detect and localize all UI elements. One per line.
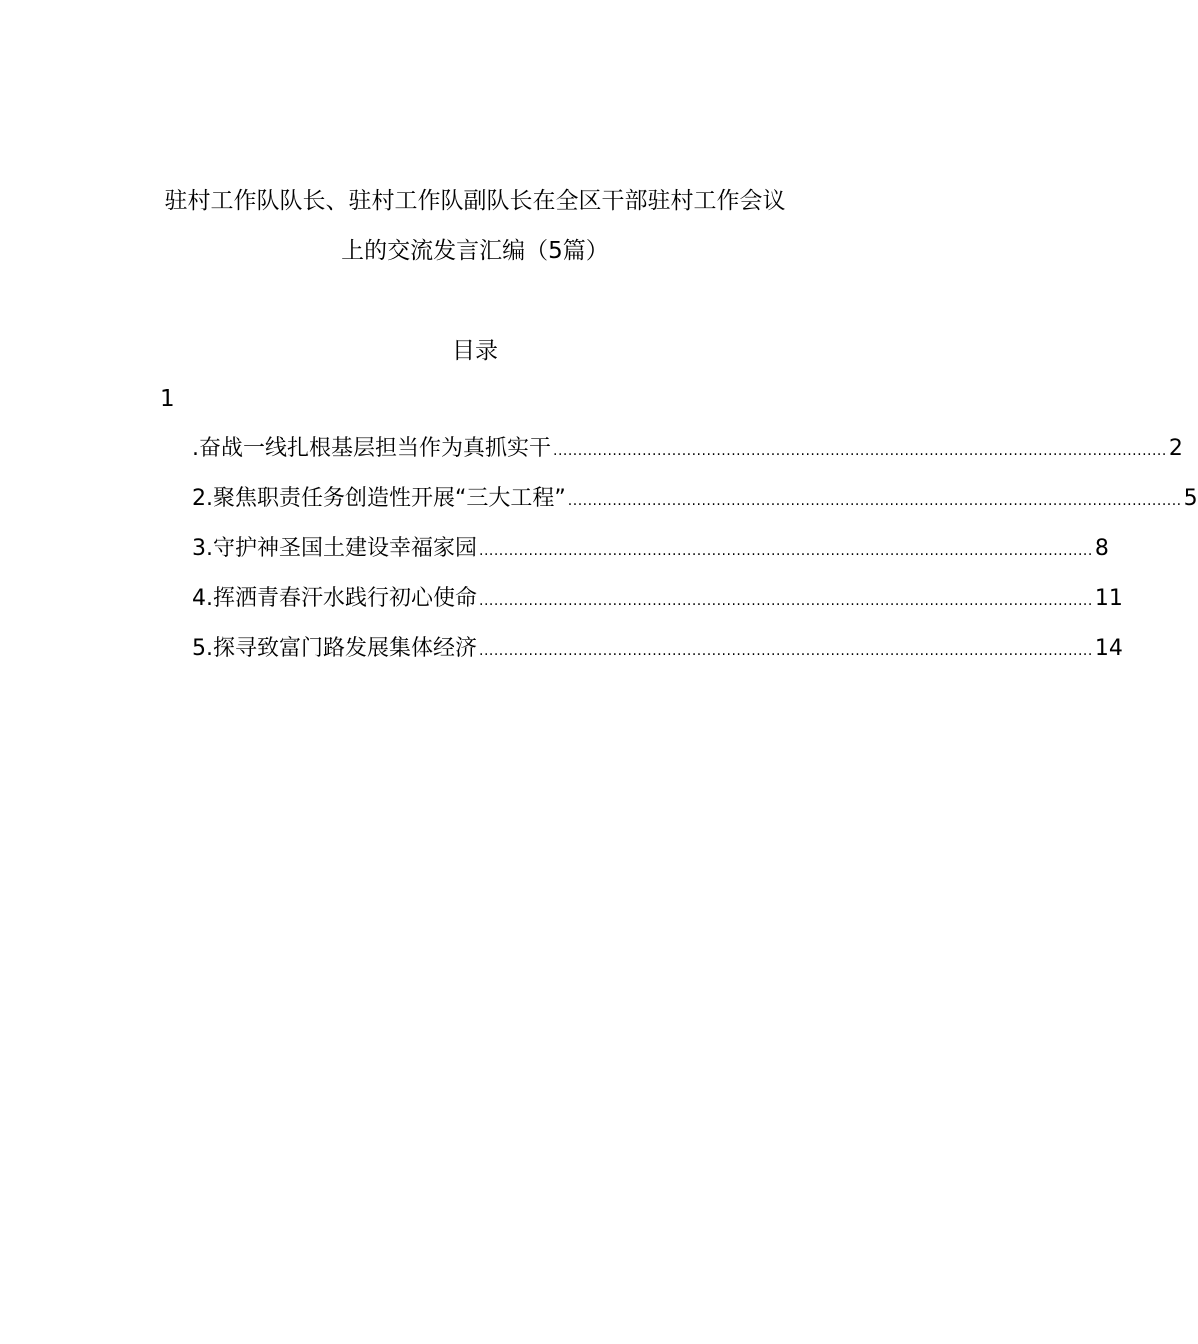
toc-entry[interactable] [192,483,1198,515]
toc-dot-leader: ............................................................................................................................ [479,593,1093,609]
toc-entry-page: 14 [1094,636,1123,661]
toc-dot-leader: ............................................................................................................................ [553,443,1167,459]
toc-entry[interactable] [192,433,1183,465]
toc-entry[interactable] [192,533,1109,565]
toc-entry-text: 5.探寻致富门路发展集体经济 [192,636,477,661]
toc-entry[interactable] [192,583,1123,615]
toc-dot-leader: ............................................................................................................................ [479,643,1093,659]
toc-heading: 目录 [452,338,498,364]
document-title-line-2: 上的交流发言汇编（5篇） [341,238,609,264]
toc-entry-text: 4.挥洒青春汗水践行初心使命 [192,586,477,611]
toc-entry-page: 8 [1094,536,1109,561]
toc-entry-text: 3.守护神圣国土建设幸福家园 [192,536,477,561]
toc-entry-page: 2 [1168,436,1183,461]
toc-entry-page: 11 [1094,586,1123,611]
toc-entry-text: .奋战一线扎根基层担当作为真抓实干 [192,436,551,461]
toc-entry-text: 2.聚焦职责任务创造性开展“三大工程” [192,486,566,511]
document-title-line-1: 驻村工作队队长、驻村工作队副队长在全区干部驻村工作会议 [164,188,786,214]
toc-dot-leader: ............................................................................................................................ [567,493,1182,509]
toc-entry[interactable] [192,633,1123,665]
toc-dot-leader: ............................................................................................................................ [479,543,1093,559]
stray-number: 1 [160,386,175,412]
toc-entry-page: 5 [1183,486,1198,511]
